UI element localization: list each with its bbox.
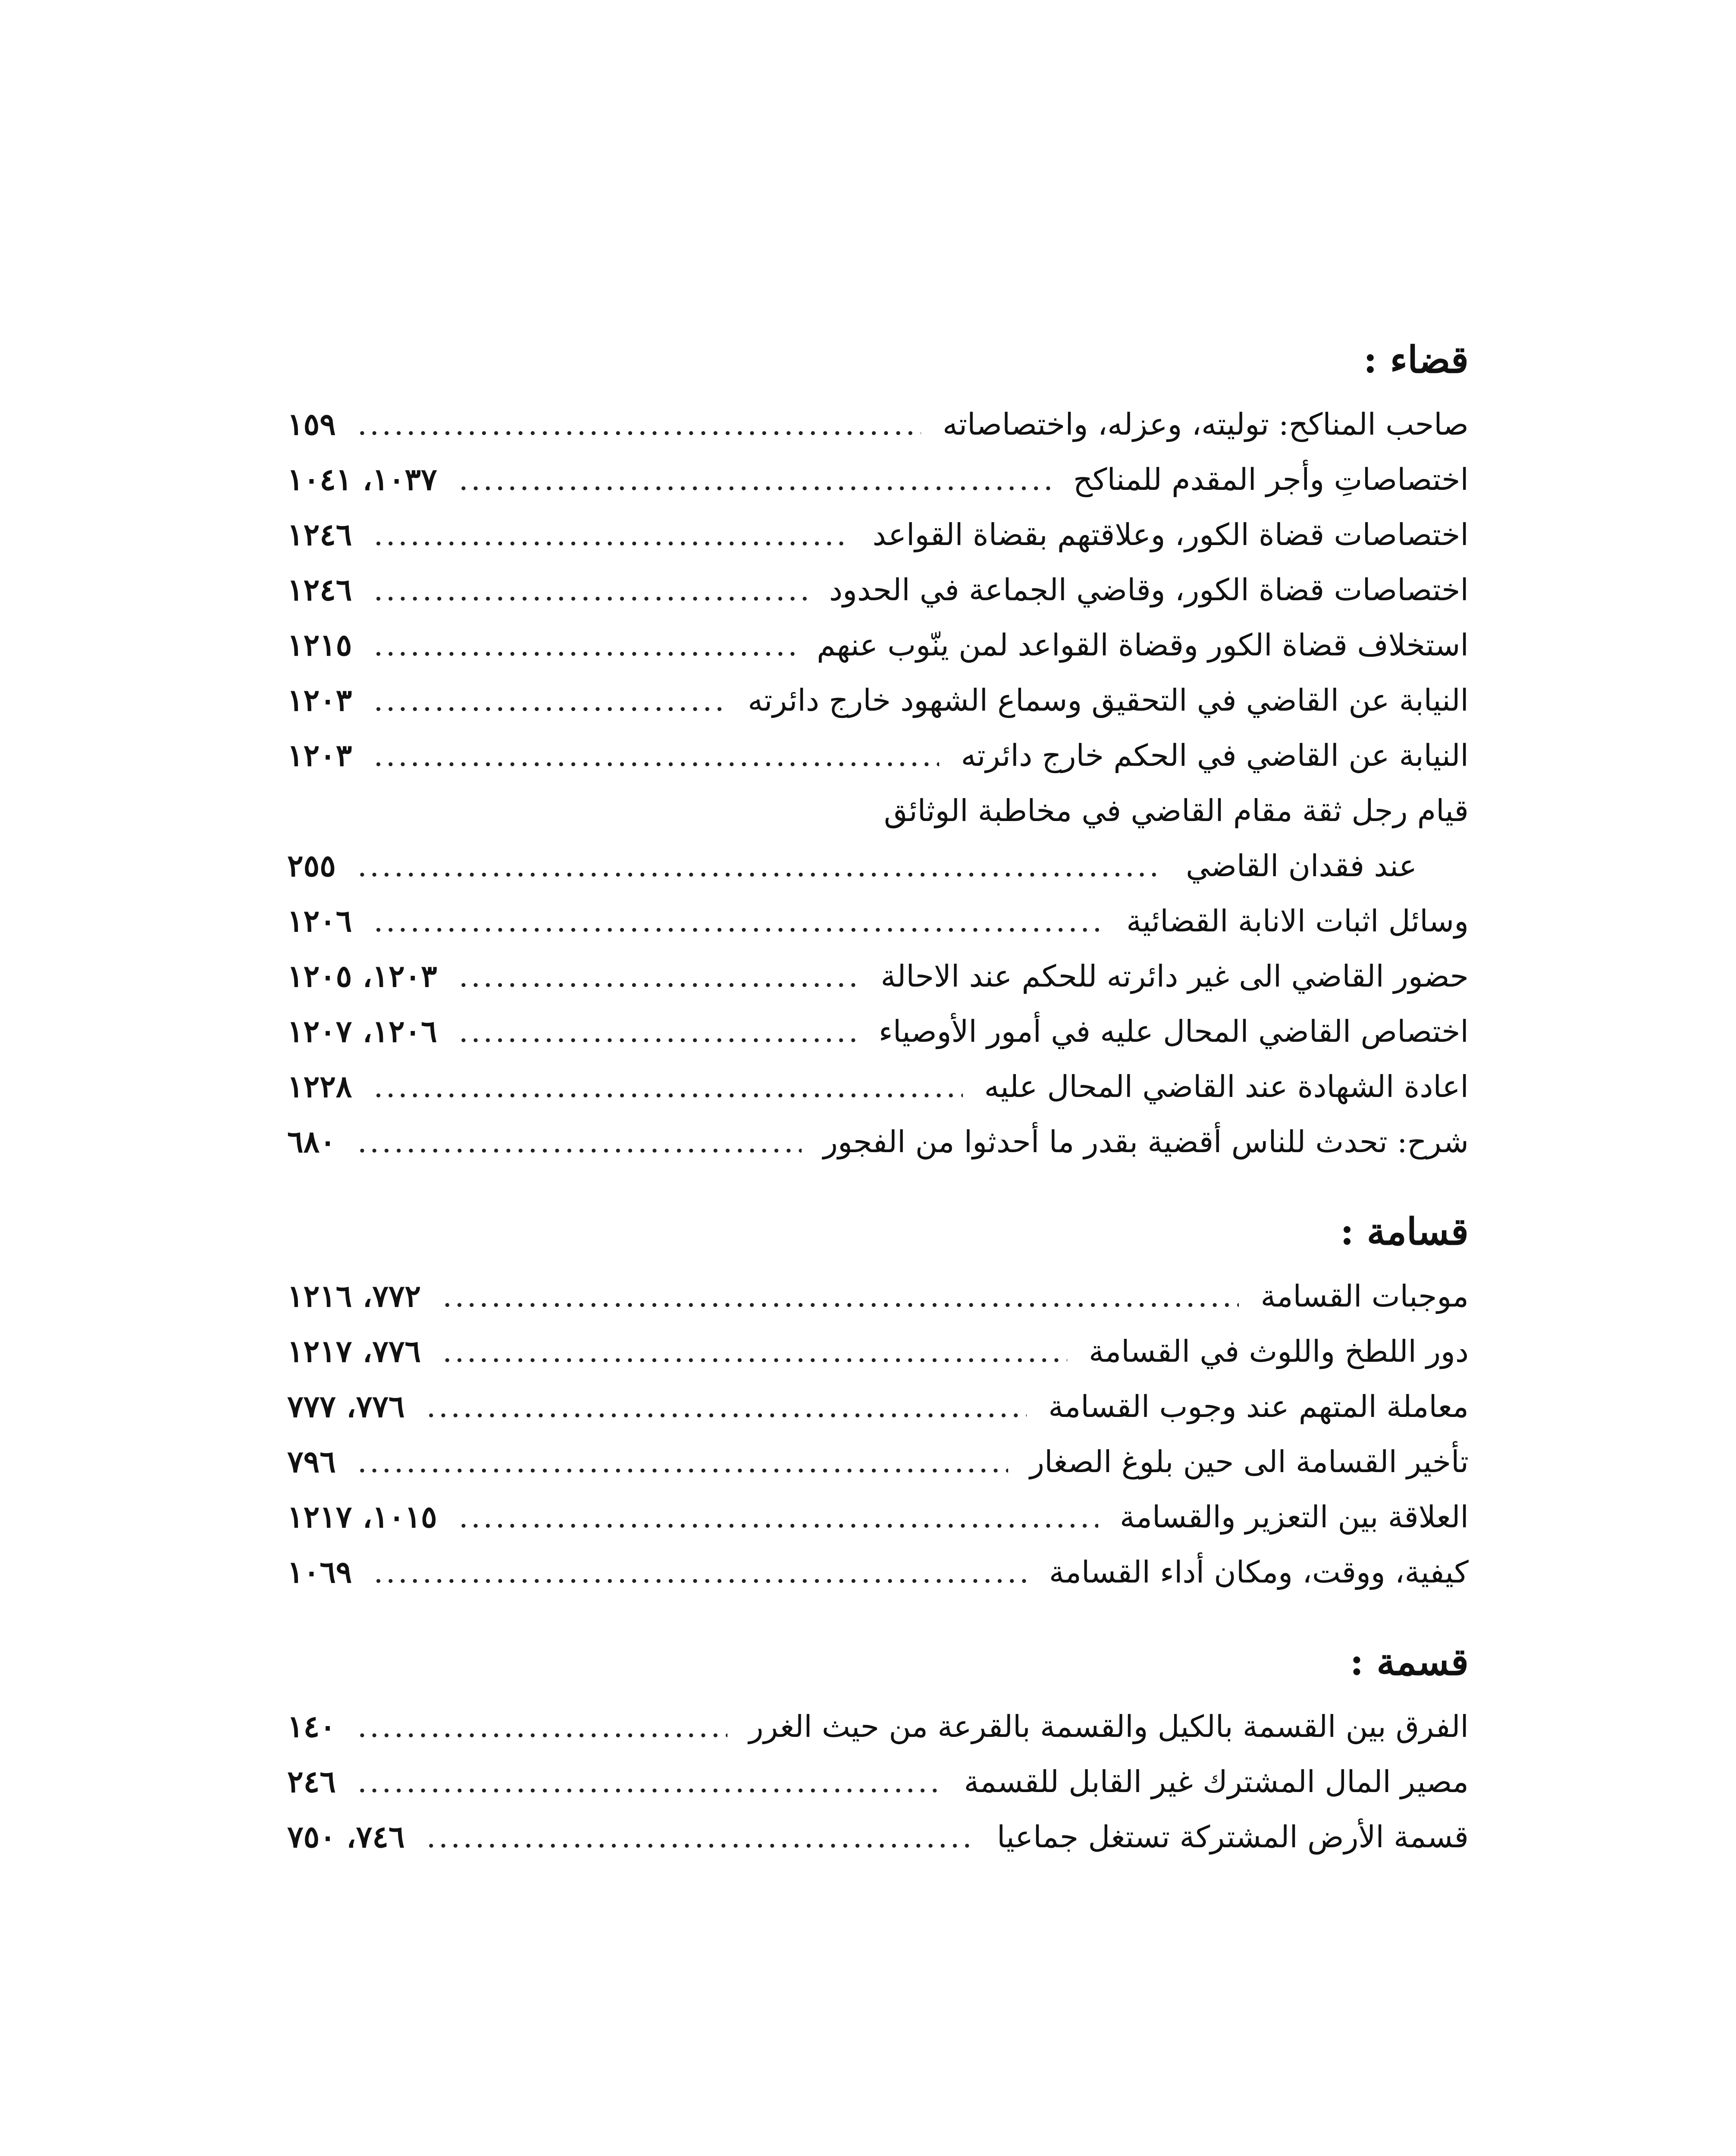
index-entry [287, 507, 1469, 562]
entry-text: قيام رجل ثقة مقام القاضي في مخاطبة الوثائق [884, 793, 1469, 828]
entry-text: كيفية، ووقت، ومكان أداء القسامة [1049, 1554, 1469, 1590]
entry-page-numbers: ١٢٢٨ [287, 1069, 352, 1104]
entry-text: العلاقة بين التعزير والقسامة [1119, 1499, 1469, 1535]
index-entry [287, 1269, 1469, 1324]
entry-page-numbers: ٧٩٦ [287, 1444, 336, 1479]
entry-text: اعادة الشهادة عند القاضي المحال عليه [984, 1069, 1469, 1104]
entry-text: شرح: تحدث للناس أقضية بقدر ما أحدثوا من الفجور [823, 1124, 1469, 1159]
index-entry [287, 949, 1469, 1004]
dot-leader [357, 1114, 802, 1169]
entry-page-numbers: ٢٤٦ [287, 1764, 336, 1799]
entry-page-numbers: ١٢٤٦ [287, 572, 352, 608]
entry-page-numbers: ١٢١٥ [287, 627, 352, 663]
entry-text: معاملة المتهم عند وجوب القسامة [1048, 1389, 1469, 1424]
index-section [287, 328, 1469, 1169]
dot-leader [373, 893, 1105, 949]
dot-leader [373, 617, 795, 673]
index-entry [287, 1545, 1469, 1600]
index-entry [287, 1059, 1469, 1114]
index-entry [287, 1114, 1469, 1169]
index-entry [287, 1489, 1469, 1545]
dot-leader [459, 1489, 1098, 1545]
dot-leader [426, 1379, 1027, 1434]
index-entry [287, 1379, 1469, 1434]
index-entry [287, 838, 1469, 893]
entry-text: صاحب المناكح: توليته، وعزله، واختصاصاته [942, 407, 1469, 442]
index-content [287, 328, 1469, 1895]
dot-leader [357, 1699, 727, 1754]
index-entry [287, 783, 1469, 838]
dot-leader [373, 1545, 1027, 1600]
entry-page-numbers: ١٢٠٣ [287, 737, 352, 773]
dot-leader [373, 1059, 962, 1114]
entry-page-numbers: ٧٧٢، ١٢١٦ [287, 1278, 421, 1314]
entry-text: وسائل اثبات الانابة القضائية [1126, 903, 1469, 939]
index-entry [287, 893, 1469, 949]
index-entry [287, 1699, 1469, 1754]
entry-text: قسمة الأرض المشتركة تستغل جماعيا [996, 1819, 1469, 1855]
index-entry [287, 1324, 1469, 1379]
entry-text: الفرق بين القسمة بالكيل والقسمة بالقرعة من حيث الغرر [749, 1709, 1469, 1744]
entry-page-numbers: ١٢٠٣ [287, 682, 352, 718]
index-entry [287, 452, 1469, 507]
entry-text: اختصاصات قضاة الكور، وقاضي الجماعة في الحدود [829, 572, 1469, 608]
entry-page-numbers: ١٢٤٦ [287, 517, 352, 552]
index-entry [287, 1809, 1469, 1865]
index-entry [287, 673, 1469, 728]
dot-leader [426, 1809, 975, 1865]
index-entry [287, 397, 1469, 452]
entry-page-numbers: ٧٤٦، ٧٥٠ [287, 1819, 405, 1855]
entry-page-numbers: ١٢٠٣، ١٢٠٥ [287, 958, 437, 994]
entry-page-numbers: ١٠٦٩ [287, 1554, 352, 1590]
entry-text: تأخير القسامة الى حين بلوغ الصغار [1030, 1444, 1469, 1479]
entry-text: حضور القاضي الى غير دائرته للحكم عند الاحالة [881, 959, 1469, 994]
entry-page-numbers: ٧٧٦، ١٢١٧ [287, 1333, 421, 1369]
dot-leader [357, 397, 921, 452]
entry-page-numbers: ٦٨٠ [287, 1124, 336, 1159]
entry-page-numbers: ١٠١٥، ١٢١٧ [287, 1499, 437, 1535]
entry-text: موجبات القسامة [1260, 1279, 1469, 1314]
entry-page-numbers: ١٥٩ [287, 406, 336, 442]
entry-text: النيابة عن القاضي في التحقيق وسماع الشهود خارج دائرته [748, 683, 1469, 718]
dot-leader [373, 562, 807, 617]
entry-text: دور اللطخ واللوث في القسامة [1089, 1334, 1469, 1369]
entry-text: اختصاصات قضاة الكور، وعلاقتهم بقضاة القواعد [872, 517, 1469, 552]
index-section [287, 1200, 1469, 1600]
entry-text: مصير المال المشترك غير القابل للقسمة [964, 1764, 1469, 1799]
index-entry [287, 1754, 1469, 1809]
section-heading: قسامة : [1340, 1210, 1469, 1253]
dot-leader [373, 673, 726, 728]
index-entry [287, 1434, 1469, 1489]
entry-text: اختصاص القاضي المحال عليه في أمور الأوصياء [878, 1014, 1469, 1049]
entry-text: عند فقدان القاضي [1186, 848, 1417, 884]
entry-text: استخلاف قضاة الكور وقضاة القواعد لمن ينّوب عنهم [817, 627, 1469, 663]
index-entry [287, 1004, 1469, 1059]
entry-page-numbers: ١٤٠ [287, 1708, 336, 1744]
dot-leader [357, 838, 1164, 893]
dot-leader [459, 452, 1052, 507]
index-entry [287, 562, 1469, 617]
entry-page-numbers: ٢٥٥ [287, 848, 336, 884]
entry-text: النيابة عن القاضي في الحكم خارج دائرته [961, 738, 1469, 773]
dot-leader [442, 1324, 1067, 1379]
section-heading: قضاء : [1363, 338, 1469, 382]
entry-page-numbers: ١٢٠٦، ١٢٠٧ [287, 1013, 437, 1049]
dot-leader [357, 1434, 1008, 1489]
section-heading: قسمة : [1350, 1640, 1469, 1684]
dot-leader [373, 507, 851, 562]
dot-leader [459, 949, 859, 1004]
dot-leader [357, 1754, 943, 1809]
index-entry [287, 617, 1469, 673]
dot-leader [442, 1269, 1239, 1324]
index-section [287, 1630, 1469, 1865]
dot-leader [373, 728, 939, 783]
dot-leader [459, 1004, 857, 1059]
entry-text: اختصاصاتِ وأجر المقدم للمناكح [1073, 462, 1469, 497]
index-entry [287, 728, 1469, 783]
entry-page-numbers: ١٠٣٧، ١٠٤١ [287, 461, 437, 497]
entry-page-numbers: ٧٧٦، ٧٧٧ [287, 1388, 405, 1424]
entry-page-numbers: ١٢٠٦ [287, 903, 352, 939]
